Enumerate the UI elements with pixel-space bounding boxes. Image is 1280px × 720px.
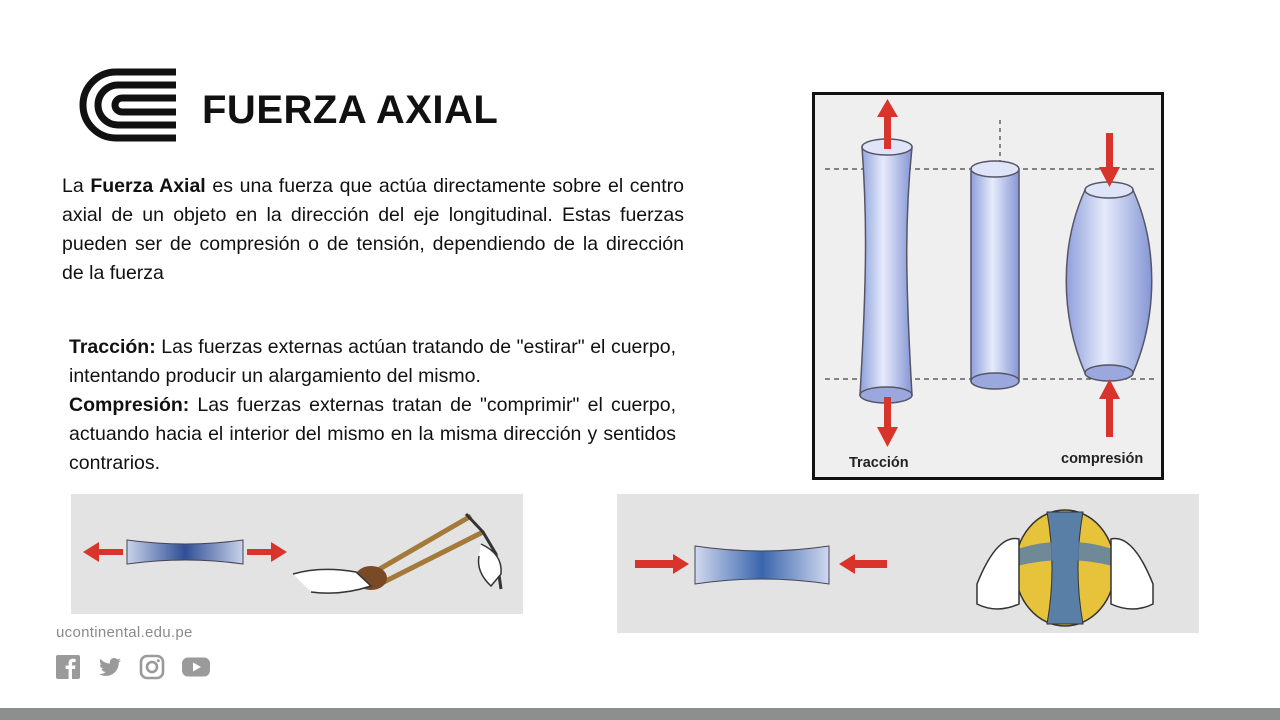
intro-paragraph xyxy=(62,172,684,288)
compression-cylinder xyxy=(1066,190,1152,373)
social-icons xyxy=(55,654,211,680)
compresion-text: Las fuerzas externas tratan de "comprimir" el cuerpo, actuando hacia el interior del mismo en la misma dirección y sentidos contrarios. xyxy=(69,394,676,474)
youtube-icon[interactable] xyxy=(181,654,211,680)
label-compresion: compresión xyxy=(1061,451,1144,467)
continental-logo-icon xyxy=(78,68,178,142)
traccion-definition xyxy=(69,333,676,391)
axial-force-diagram xyxy=(812,92,1164,480)
traction-cylinder xyxy=(860,147,912,395)
footer-bar xyxy=(0,708,1280,720)
twitter-icon[interactable] xyxy=(97,654,123,680)
traccion-text: Las fuerzas externas actúan tratando de "estirar" el cuerpo, intentando producir un alargamiento del mismo. xyxy=(69,336,676,387)
compression-example-panel xyxy=(617,494,1199,633)
instagram-icon[interactable] xyxy=(139,654,165,680)
website-url[interactable]: ucontinental.edu.pe xyxy=(56,624,193,641)
intro-text-start: La xyxy=(62,175,91,197)
page-title: FUERZA AXIAL xyxy=(202,88,499,132)
neutral-cylinder xyxy=(971,169,1019,381)
traction-example-panel xyxy=(71,494,523,614)
traccion-term: Tracción: xyxy=(69,336,156,358)
university-logo xyxy=(78,68,178,142)
compresion-term: Compresión: xyxy=(69,394,190,416)
intro-text-rest: es una fuerza que actúa directamente sobre el centro axial de un objeto en la dirección del eje longitudinal. Estas fuerzas pueden ser de compresión o de tensión, dependiendo de la dirección de la fuerza xyxy=(62,175,685,284)
compresion-definition xyxy=(69,391,676,478)
definitions xyxy=(69,333,676,478)
facebook-icon[interactable] xyxy=(55,654,81,680)
intro-bold-term: Fuerza Axial xyxy=(90,175,206,197)
label-traccion: Tracción xyxy=(849,455,909,471)
